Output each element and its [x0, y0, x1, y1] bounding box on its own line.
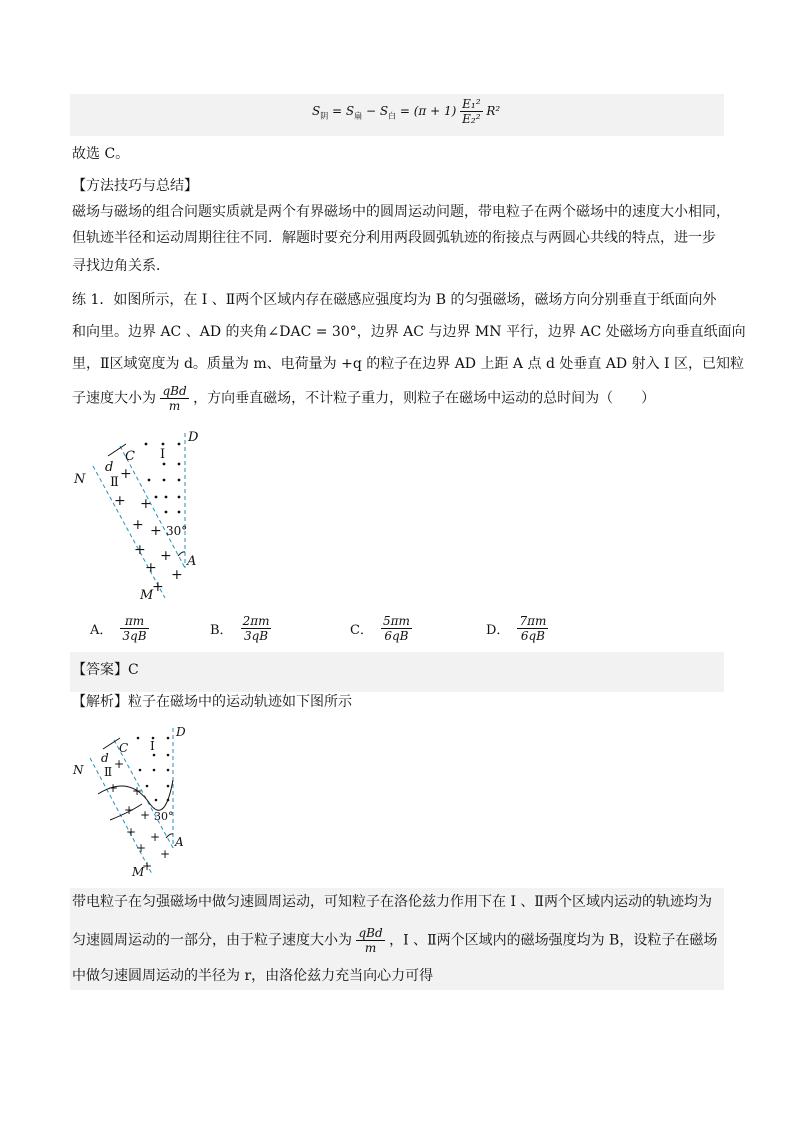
svg-text:+: + — [132, 784, 143, 798]
svg-text:+: + — [134, 542, 146, 558]
svg-text:+: + — [126, 825, 137, 839]
svg-text:+: + — [160, 847, 171, 861]
method-line-2: 但轨迹半径和运动周期往往不同．解题时要充分利用两段圆弧轨迹的衔接点与两圆心共线的特点，进一步 — [72, 230, 716, 246]
method-line-3: 寻找边角关系． — [72, 258, 170, 274]
svg-text:+: + — [114, 757, 125, 771]
answer-text: 【答案】C — [72, 662, 139, 678]
svg-text:+: + — [132, 517, 144, 533]
conclusion-text: 故选 C。 — [72, 146, 130, 162]
svg-text:+: + — [140, 496, 152, 512]
option-a[interactable]: A． $\frac{\pi m}{3qB}$ — [90, 614, 147, 643]
svg-text:+: + — [108, 781, 119, 795]
svg-text:+: + — [152, 579, 164, 595]
sol-label-angle: 30° — [154, 810, 174, 823]
svg-text:+: + — [171, 567, 183, 583]
svg-text:+: + — [150, 523, 162, 539]
solution-figure — [70, 724, 190, 882]
option-b[interactable]: B． $\frac{2\pi m}{3qB}$ — [210, 614, 270, 643]
label-angle: 30° — [166, 524, 188, 538]
svg-text:+: + — [160, 548, 172, 564]
sol-label-A: A — [175, 835, 184, 849]
sol-label-C: C — [119, 741, 129, 755]
svg-text:+: + — [114, 493, 126, 509]
label-region-1: Ⅰ — [160, 447, 166, 462]
svg-text:+: + — [124, 803, 135, 817]
label-C: C — [125, 449, 135, 464]
exercise-line-3: 里，Ⅱ区域宽度为 d。质量为 m、电荷量为 +q 的粒子在边界 AD 上距 A 点 d 处垂直 AD 射入 Ⅰ 区，已知粒 — [72, 356, 745, 372]
sol-label-M: M — [132, 865, 145, 879]
option-c[interactable]: C． $\frac{5\pi m}{6qB}$ — [350, 614, 410, 643]
analysis-line-1: 带电粒子在匀强磁场中做匀速圆周运动，可知粒子在洛伦兹力作用下在 Ⅰ 、Ⅱ两个区域内运动的轨迹均为 — [72, 894, 712, 910]
svg-text:+: + — [150, 830, 161, 844]
method-line-1: 磁场与磁场的组合问题实质就是两个有界磁场中的圆周运动问题，带电粒子在两个磁场中的速度大小相同， — [72, 204, 730, 220]
label-M: M — [140, 588, 154, 603]
label-N: N — [74, 472, 86, 487]
label-d: d — [105, 460, 114, 475]
analysis-line-3: 中做匀速圆周运动的半径为 r，由洛伦兹力充当向心力可得 — [72, 968, 434, 984]
analysis-line-2: 匀速圆周运动的一部分，由于粒子速度大小为 $\frac{\text{qBd}}{m}$ ，Ⅰ 、Ⅱ两个区域内的磁场强度均为 B，设粒子在磁场 — [72, 926, 718, 955]
svg-text:+: + — [120, 466, 132, 482]
label-region-2: Ⅱ — [110, 475, 119, 490]
sol-label-d: d — [101, 751, 109, 765]
method-heading: 【方法技巧与总结】 — [72, 178, 198, 194]
question-figure — [70, 428, 210, 608]
exercise-line-1: 练 1．如图所示，在 Ⅰ 、Ⅱ两个区域内存在磁感应强度均为 B 的匀强磁场，磁场方向分别垂直于纸面向外 — [72, 292, 717, 308]
sol-label-region-1: Ⅰ — [150, 739, 155, 753]
svg-text:+: + — [145, 560, 157, 576]
analysis-intro: 【解析】粒子在磁场中的运动轨迹如下图所示 — [72, 694, 352, 710]
sol-label-D: D — [176, 725, 186, 739]
svg-text:+: + — [136, 841, 147, 855]
answer-block-bg — [70, 652, 724, 692]
label-A: A — [187, 554, 197, 569]
area-formula: $S_阴 = S_扇 - S_白 = (\pi + 1)$ $\frac{\text{E₁²}}{\text{E₂²}}$ R² — [312, 97, 501, 126]
exercise-line-4: 子速度大小为 $\frac{\text{qBd}}{m}$ ，方向垂直磁场，不计粒子重力，则粒子在磁场中运动的总时间为（ ） — [72, 384, 656, 413]
sol-label-region-2: Ⅱ — [104, 765, 113, 779]
svg-text:+: + — [142, 859, 153, 873]
exercise-line-2: 和向里。边界 AC 、AD 的夹角∠DAC = 30°，边界 AC 与边界 MN 平行，边界 AC 处磁场方向垂直纸面向 — [72, 324, 746, 340]
svg-text:+: + — [140, 808, 151, 822]
sol-label-N: N — [73, 763, 84, 777]
label-D: D — [188, 430, 199, 445]
option-d[interactable]: D． $\frac{7\pi m}{6qB}$ — [486, 614, 547, 643]
